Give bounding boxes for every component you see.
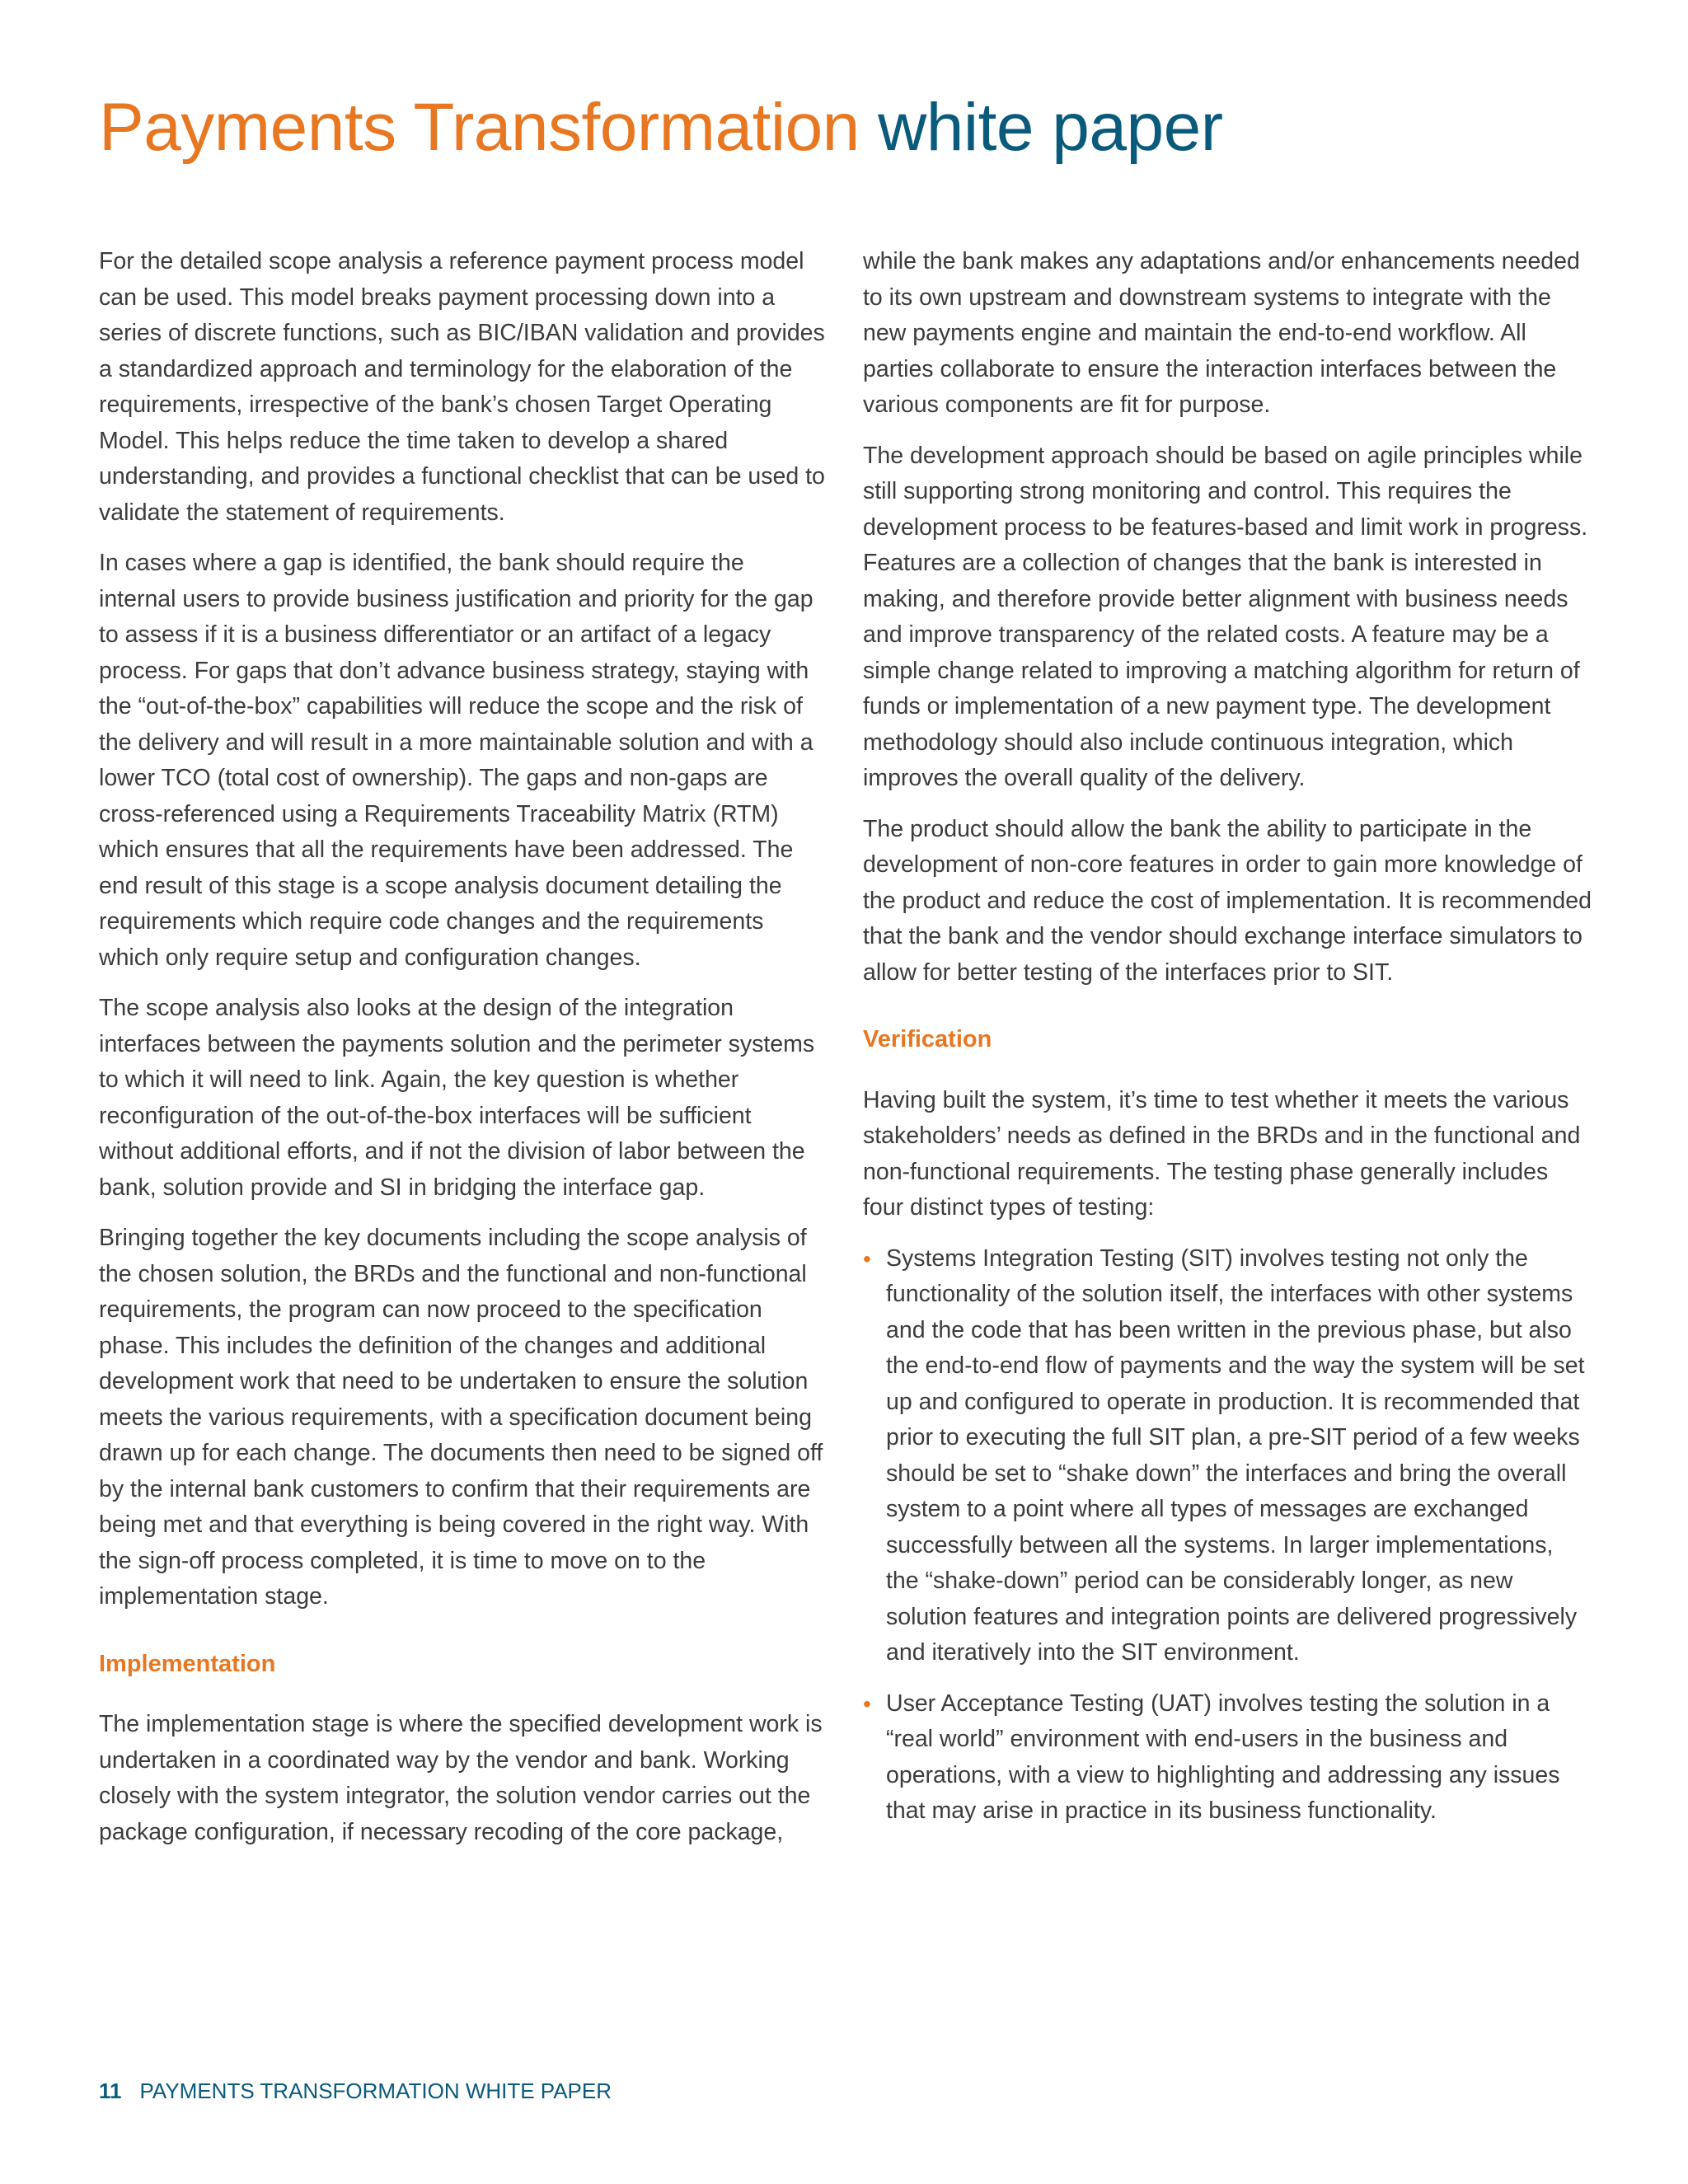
section-heading-verification: Verification <box>863 1026 992 1052</box>
running-title: PAYMENTS TRANSFORMATION WHITE PAPER <box>139 2079 612 2103</box>
paragraph: Having built the system, it’s time to test whether it meets the various stakeholders’ needs as defined in the BRDs and in the functional and non-functional requirements. The testing phase generally includes four distinct types of testing: <box>863 1086 1581 1221</box>
page-footer <box>99 2079 612 2104</box>
paragraph: Bringing together the key documents including the scope analysis of the chosen solution, the BRDs and the functional and non-functional requirements, the program can now proceed to the specification phase. This includes the definition of the changes and additional development work that need to be undertaken to ensure the solution meets the various requirements, with a specification document being drawn up for each change. The documents then need to be signed off by the internal bank customers to confirm that their requirements are being met and that everything is being covered in the right way. With the sign-off process completed, it is time to move on to the implementation stage. <box>99 1225 823 1610</box>
paragraph: The scope analysis also looks at the design of the integration interfaces between the payments solution and the perimeter systems to which it will need to link. Again, the key question is whether reconfiguration of the out-of-the-box interfaces will be sufficient without additional efforts, and if not the division of labor between the bank, solution provide and SI in bridging the interface gap. <box>99 995 815 1201</box>
list-item-text: User Acceptance Testing (UAT) involves testing the solution in a “real world” environment with end-users in the business and operations, with a view to highlighting and addressing any issues that may arise in practice in its business functionality. <box>886 1690 1560 1824</box>
page-title <box>99 89 1223 166</box>
paragraph: while the bank makes any adaptations and/or enhancements needed to its own upstream and downstream systems to integrate with the new payments engine and maintain the end-to-end workflow. All parties collaborate to ensure the interaction interfaces between the various components are fit for purpose. <box>863 248 1580 418</box>
list-item-text: Systems Integration Testing (SIT) involves testing not only the functionality of the solution itself, the interfaces with other systems and the code that has been written in the previous phase, but also the end-to-end flow of payments and the way the system will be set up and configured to operate in production. It is recommended that prior to executing the full SIT plan, a pre-SIT period of a few weeks should be set to “shake down” the interfaces and bring the overall system to a point where all types of messages are exchanged successfully between all the systems. In larger implementations, the “shake-down” period can be considerably longer, as new solution features and integration points are delivered progressively and iteratively into the SIT environment. <box>886 1244 1585 1666</box>
right-column <box>863 244 1592 1844</box>
bullet-icon: • <box>863 1690 871 1717</box>
list-item <box>863 1686 1592 1830</box>
paragraph: For the detailed scope analysis a reference payment process model can be used. This model breaks payment processing down into a series of discrete functions, such as BIC/IBAN validation and provides a standardized approach and terminology for the elaboration of the requirements, irrespective of the bank’s chosen Target Operating Model. This helps reduce the time taken to develop a shared understanding, and provides a functional checklist that can be used to validate the statement of requirements. <box>99 248 825 526</box>
title-secondary: white paper <box>878 90 1223 165</box>
testing-types-list <box>863 1241 1592 1830</box>
left-column <box>99 244 826 1865</box>
section-heading-implementation: Implementation <box>99 1650 276 1677</box>
paragraph: The development approach should be based on agile principles while still supporting strong monitoring and control. This requires the development process to be features-based and limit work in progress. Features are a collection of changes that the bank is interested in making, and therefore provide better alignment with business needs and improve transparency of the related costs. A feature may be a simple change related to improving a matching algorithm for return of funds or implementation of a new payment type. The development methodology should also include continuous integration, which improves the overall quality of the delivery. <box>863 442 1588 791</box>
paragraph: The implementation stage is where the specified development work is undertaken in a coordinated way by the vendor and bank. Working closely with the system integrator, the solution vendor carries out the package configuration, if necessary recoding of the core package, <box>99 1711 823 1845</box>
list-item <box>863 1241 1592 1671</box>
title-primary: Payments Transformation <box>99 90 860 165</box>
bullet-icon: • <box>863 1245 871 1272</box>
paragraph: In cases where a gap is identified, the bank should require the internal users to provide business justification and priority for the gap to assess if it is a business differentiator or an artifact of a legacy process. For gaps that don’t advance business strategy, staying with the “out-of-the-box” capabilities will reduce the scope and the risk of the delivery and will result in a more maintainable solution and with a lower TCO (total cost of ownership). The gaps and non-gaps are cross-referenced using a Requirements Traceability Matrix (RTM) which ensures that all the requirements have been addressed. The end result of this stage is a scope analysis document detailing the requirements which require code changes and the requirements which only require setup and configuration changes. <box>99 550 814 971</box>
page-number: 11 <box>99 2079 122 2103</box>
paragraph: The product should allow the bank the ability to participate in the development of non-core features in order to gain more knowledge of the product and reduce the cost of implementation. It is recommended that the bank and the vendor should exchange interface simulators to allow for better testing of the interfaces prior to SIT. <box>863 815 1592 986</box>
